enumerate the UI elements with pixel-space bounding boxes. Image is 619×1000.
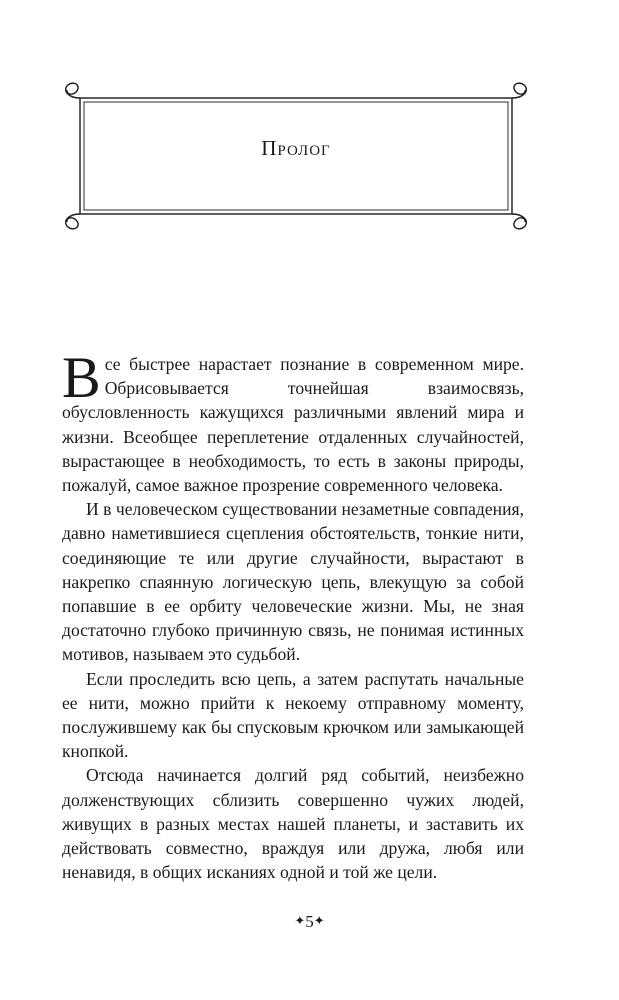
chapter-title: Пролог — [261, 136, 331, 160]
paragraph-1-text: се быстрее нарастает познание в современном мире. Обрисовывается точнейшая взаимосвязь, обусловленность кажущихся различными явлений мира и жизни. Всеобщее переплетение отдаленных случайностей, вырастающее в необходимость, то есть в законы природы, пожалуй, самое важное прозрение современного человека. — [62, 354, 524, 496]
chapter-heading-frame — [58, 80, 534, 230]
ornament-left-icon: ✦ — [294, 913, 306, 928]
page-number-footer — [0, 912, 619, 932]
ornament-right-icon: ✦ — [313, 913, 325, 928]
paragraph-1 — [62, 345, 524, 497]
paragraph-2: И в человеческом существовании незаметные совпадения, давно наметившиеся сцепления обстоятельств, тонкие нити, соединяющие те или другие случайности, вырастают в накрепко спаянную логическую цепь, влекущую за собой попавшие в ее орбиту человеческие жизни. Мы, не зная достаточно глубоко причинную связь, не понимая истинных мотивов, называем это судьбой. — [62, 499, 524, 665]
body-text — [62, 345, 524, 884]
paragraph-4: Отсюда начинается долгий ряд событий, неизбежно долженствующих сблизить совершенно чужих людей, живущих в разных местах нашей планеты, и заставить их действовать совместно, враждуя или дружа, любя или ненавидя, в общих исканиях одной и той же цели. — [62, 765, 524, 883]
paragraph-3: Если проследить всю цепь, а затем распутать начальные ее нити, можно прийти к некоему отправному моменту, послужившему как бы спусковым крючком или замыкающей кнопкой. — [62, 668, 524, 762]
drop-cap: В — [62, 345, 101, 410]
page-number: 5 — [305, 912, 314, 931]
